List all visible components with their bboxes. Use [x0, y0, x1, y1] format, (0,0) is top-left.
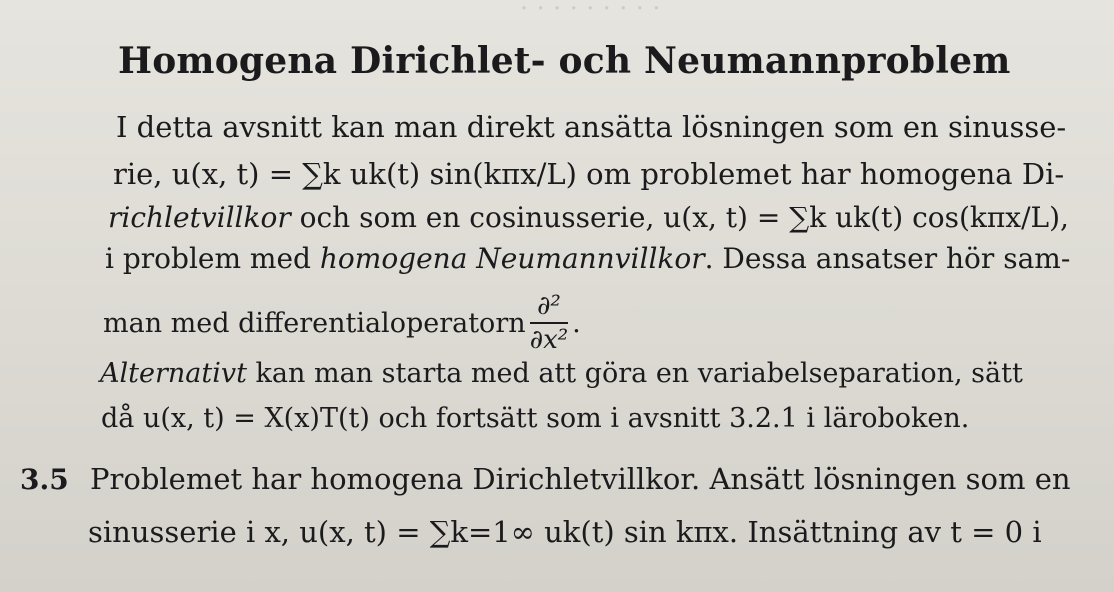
paragraph2-line-2: då u(x, t) = X(x)T(t) och fortsätt som i avsnitt 3.2.1 i läroboken. [101, 403, 970, 434]
paragraph2-line-1 [100, 360, 1023, 387]
paragraph-line-4-post: . Dessa ansatser hör sam- [704, 242, 1071, 275]
bleed-through-text: · · · · · · · · · [520, 0, 661, 24]
paragraph-line-3-rest: och som en cosinusserie, u(x, t) = ∑k uk(t) cos(kπx/L), [290, 201, 1069, 234]
paragraph-line-4-pre: i problem med [105, 242, 320, 275]
differential-operator-fraction [530, 293, 569, 353]
term-homogena-neumannvillkor: homogena Neumannvillkor [319, 242, 705, 275]
section-title: Homogena Dirichlet- och Neumannproblem [118, 40, 1011, 82]
fraction-numerator: ∂² [530, 293, 569, 324]
term-alternativt: Alternativt [100, 358, 247, 389]
paragraph-line-2: rie, u(x, t) = ∑k uk(t) sin(kπx/L) om problemet har homogena Di- [113, 157, 1065, 191]
paragraph-line-4 [105, 242, 1071, 275]
term-richletvillkor: richletvillkor [108, 201, 291, 234]
exercise-line-2: sinusserie i x, u(x, t) = ∑k=1∞ uk(t) sin kπx. Insättning av t = 0 i [88, 515, 1042, 549]
paragraph-line-3 [108, 201, 1069, 234]
fraction-denominator: ∂x² [529, 325, 569, 355]
exercise-number: 3.5 [20, 463, 69, 496]
paragraph2-line-1-rest: kan man starta med att göra en variabelseparation, sätt [246, 358, 1023, 389]
paragraph-line-5 [103, 293, 581, 353]
paragraph-line-5-text: man med differentialoperatorn [103, 307, 526, 339]
fraction-period: . [572, 307, 581, 339]
paragraph-line-1: I detta avsnitt kan man direkt ansätta lösningen som en sinusse- [116, 110, 1067, 144]
exercise-line-1: Problemet har homogena Dirichletvillkor. Ansätt lösningen som en [90, 462, 1071, 496]
